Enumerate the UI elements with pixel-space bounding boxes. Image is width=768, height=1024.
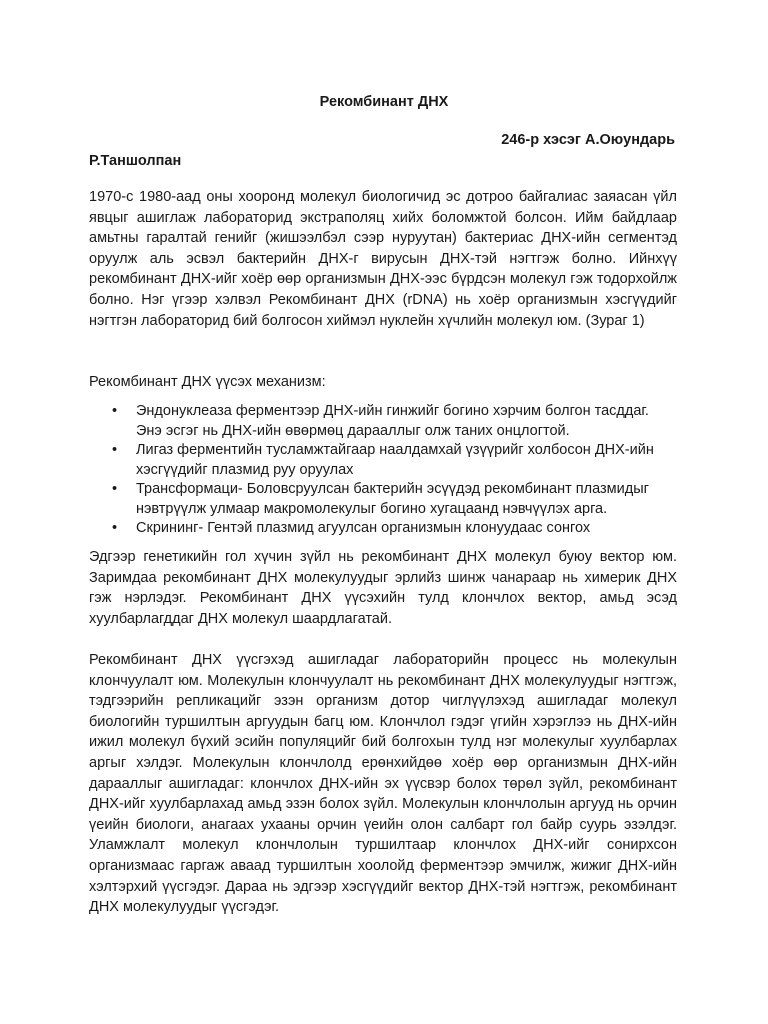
list-item-text: Лигаз ферментийн тусламжтайгаар наалдамхай үзүүрийг холбосон ДНХ-ийн хэсгүүдийг плазмид руу оруулах xyxy=(136,442,654,478)
bullet-icon: • xyxy=(112,403,118,419)
list-item xyxy=(89,480,677,519)
mechanism-list xyxy=(89,402,677,539)
paragraph-mechanism-heading: Рекомбинант ДНХ үүсэх механизм: xyxy=(89,374,326,390)
bullet-icon: • xyxy=(112,520,118,536)
paragraph-vector: Эдгээр генетикийн гол хүчин зүйл нь рекомбинант ДНХ молекул буюу вектор юм. Заримдаа рекомбинант ДНХ молекулуудыг эрлийз шинж чанараар нь химерик ДНХ гэж нэрлэдэг. Рекомбинант ДНХ үүсэхийн тулд клончлох вектор, амьд эсэд хуулбарлагддаг ДНХ молекул шаардлагатай. xyxy=(89,549,677,627)
author-line-left: Р.Таншолпан xyxy=(89,153,182,169)
paragraph-intro: 1970-с 1980-аад оны хооронд молекул биологичид эс дотроо байгалиас заяасан үйл явцыг ашиглаж лабораторид экстраполяц хийх боломжтой болсон. Ийм байдлаар амьтны гаралтай генийг (жишээлбэл сээр нуруутан) бактериас ДНХ-ийн сегментэд оруулж аль эсвэл бактерийн ДНХ-г вирусын ДНХ-тэй нэгтгэж болно. Ийнхүү рекомбинант ДНХ-ийг хоёр өөр организмын ДНХ-ээс бүрдсэн молекул гэж тодорхойлж болно. Нэг үгээр хэлвэл Рекомбинант ДНХ (rDNA) нь хоёр организмын хэсгүүдийг нэгтгэн лабораторид бий болгосон хиймэл нуклейн хүчлийн молекул юм. (Зураг 1) xyxy=(89,189,677,329)
author-line-right: 246-р хэсэг А.Оюундарь xyxy=(501,132,675,148)
list-item xyxy=(89,402,677,441)
bullet-icon: • xyxy=(112,481,118,497)
list-item-text: Скрининг- Гентэй плазмид агуулсан организмын клонуудаас сонгох xyxy=(136,520,591,536)
bullet-icon: • xyxy=(112,442,118,458)
list-item-text: Эндонуклеаза ферментээр ДНХ-ийн гинжийг богино хэрчим болгон тасддаг. Энэ эсгэг нь ДНХ-ийн өвөрмөц дарааллыг олж таних онцлогтой. xyxy=(136,403,649,439)
list-item-text: Трансформаци- Боловсруулсан бактерийн эсүүдэд рекомбинант плазмидыг нэвтрүүлж улмаар макромолекулыг богино хугацаанд нэвчүүлэх арга. xyxy=(136,481,649,517)
paragraph-cloning: Рекомбинант ДНХ үүсгэхэд ашигладаг лабораторийн процесс нь молекулын клончуулалт юм. Молекулын клончуулалт нь рекомбинант ДНХ молекулуудыг нэгтгэж, тэдгээрийн репликацийг эзэн организм дотор чиглүүлэхэд ашигладаг молекул биологийн туршилтын аргуудын багц юм. Клончлол гэдэг үгийн хэрэглээ нь ДНХ-ийн ижил молекул бүхий эсийн популяцийг бий болгохын тулд нэг молекулыг хуулбарлах аргыг хэлдэг. Молекулын клончлолд ерөнхийдөө хоёр өөр организмын ДНХ-ийн дарааллыг ашигладаг: клончлох ДНХ-ийн эх үүсвэр болох төрөл зүйл, рекомбинант ДНХ-ийг хуулбарлахад амьд эзэн болох зүйл. Молекулын клончлолын аргууд нь орчин үеийн биологи, анагаах ухааны орчин үеийн олон салбарт гол байр суурь эзэлдэг. Уламжлалт молекул клончлолын туршилтаар клончлох ДНХ-ийг сонирхсон организмаас гаргаж аваад туршилтын хоолойд ферментээр эмчилж, жижиг ДНХ-ийн хэлтэрхий үүсгэдэг. Дараа нь эдгээр хэсгүүдийг вектор ДНХ-тэй нэгтгэж, рекомбинант ДНХ молекулуудыг үүсгэдэг. xyxy=(89,652,677,916)
document-title: Рекомбинант ДНХ xyxy=(319,94,449,110)
list-item xyxy=(89,441,677,480)
list-item xyxy=(89,519,677,539)
